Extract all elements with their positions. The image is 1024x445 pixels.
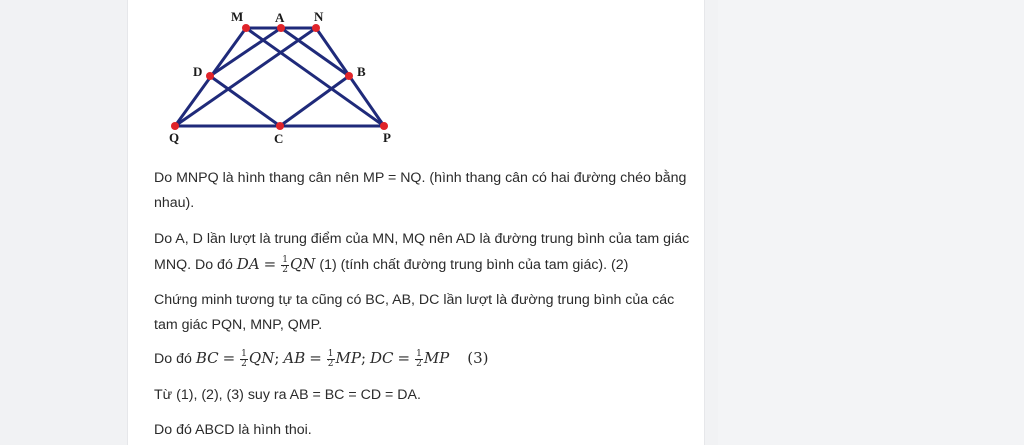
p4-eq-1: = xyxy=(222,349,236,367)
paragraph-2-line-2 xyxy=(154,252,694,278)
paragraph-5: Từ (1), (2), (3) suy ra AB = BC = CD = DA. xyxy=(154,387,421,403)
p2-rhs: QN xyxy=(289,255,316,273)
p4-ab: AB xyxy=(283,349,306,367)
p4-bc: BC xyxy=(195,349,219,367)
point-N xyxy=(312,24,320,32)
point-B xyxy=(345,72,353,80)
point-D xyxy=(206,72,214,80)
paragraph-1 xyxy=(154,166,694,216)
paragraph-2-line-1: Do A, D lần lượt là trung điểm của MN, MQ nên AD là đường trung bình của tam giác xyxy=(154,231,690,247)
paragraph-3-line-1: Chứng minh tương tự ta cũng có BC, AB, DC lần lượt là đường trung bình của các xyxy=(154,292,675,308)
p4-qn: QN xyxy=(248,349,275,367)
p2-suffix: (tính chất đường trung bình của tam giác). (2) xyxy=(340,257,629,273)
label-P: P xyxy=(383,130,391,145)
segment-CD xyxy=(210,76,280,126)
segment-AB xyxy=(281,28,349,76)
p2-fraction: $\frac{1}{2}$ xyxy=(282,254,288,275)
paragraph-1-line-1: Do MNPQ là hình thang cân nên MP = NQ. (hình thang cân có hai đường chéo bằng xyxy=(154,170,687,186)
point-A xyxy=(277,24,285,32)
p4-mp-1: MP xyxy=(335,349,361,367)
label-M: M xyxy=(231,9,244,24)
paragraph-3-line-2: tam giác PQN, MNP, QMP. xyxy=(154,317,323,333)
label-D: D xyxy=(193,64,203,79)
point-M xyxy=(242,24,250,32)
point-C xyxy=(276,122,284,130)
geometry-figure xyxy=(0,0,1024,160)
segment-BC xyxy=(280,76,349,126)
paragraph-6: Do đó ABCD là hình thoi. xyxy=(154,422,312,438)
p2-prefix: MNQ. Do đó xyxy=(154,257,233,273)
point-Q xyxy=(171,122,179,130)
label-N: N xyxy=(314,9,324,24)
p4-fraction-3: $\frac{1}{2}$ xyxy=(416,348,422,369)
paragraph-2 xyxy=(154,227,694,278)
p4-ref: (3) xyxy=(467,349,489,367)
p2-lhs: DA xyxy=(236,255,260,273)
segment-DA xyxy=(210,28,281,76)
label-Q: Q xyxy=(169,130,180,145)
p4-mp-2: MP xyxy=(423,349,450,367)
p4-fraction-2: $\frac{1}{2}$ xyxy=(327,348,334,369)
p4-dc: DC xyxy=(370,349,394,367)
label-C: C xyxy=(274,131,284,146)
point-P xyxy=(380,122,388,130)
label-A: A xyxy=(275,10,285,25)
p4-eq-2: = xyxy=(309,349,322,367)
paragraph-1-line-2: nhau). xyxy=(154,195,195,211)
p2-ref: (1) xyxy=(319,257,337,273)
p2-eq: = xyxy=(263,255,277,273)
p4-prefix: Do đó xyxy=(154,351,192,367)
p4-fraction-1: $\frac{1}{2}$ xyxy=(241,348,247,369)
paragraph-3 xyxy=(154,288,694,338)
label-B: B xyxy=(357,64,366,79)
p4-eq-3: = xyxy=(397,349,411,367)
p4-sep-2: ; xyxy=(360,349,367,367)
paragraph-4 xyxy=(154,346,694,372)
p4-sep-1: ; xyxy=(274,349,280,367)
